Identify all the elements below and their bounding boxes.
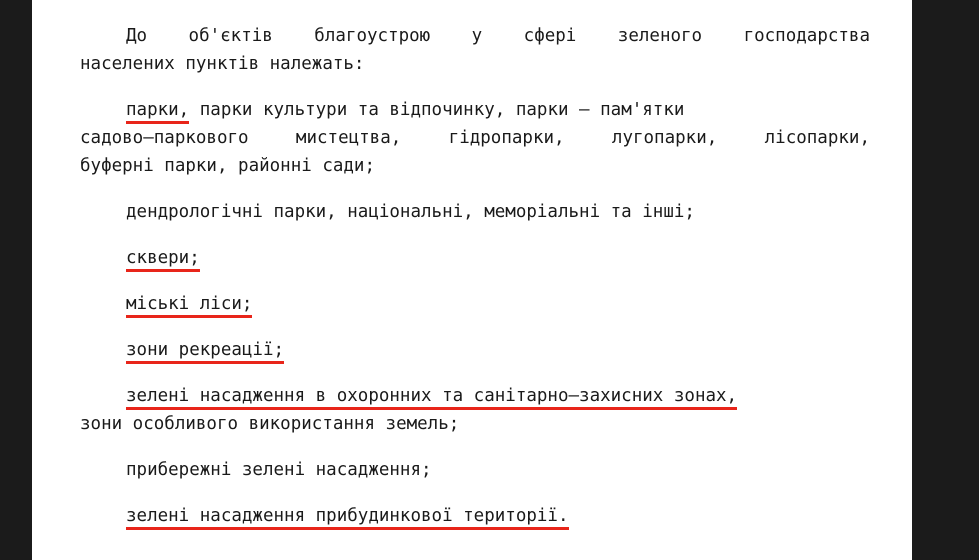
text-line <box>80 96 870 124</box>
text-line <box>80 456 870 484</box>
text-run: населених пунктів належать: <box>80 54 365 74</box>
document-sheet <box>32 0 912 560</box>
highlighted-text: зони рекреації; <box>126 340 285 360</box>
highlighted-text: міські ліси; <box>126 294 253 314</box>
paragraph-misky-lisy <box>80 290 870 318</box>
text-line <box>80 410 870 438</box>
paragraph-prybudynkova <box>80 502 870 530</box>
text-line <box>80 198 870 226</box>
text-line <box>80 50 870 78</box>
paragraph-skvery <box>80 244 870 272</box>
document-body <box>80 22 870 530</box>
text-run: зони особливого використання земель; <box>80 414 460 434</box>
paragraph-intro <box>80 22 870 78</box>
text-line <box>80 152 870 180</box>
text-run: садово—паркового мистецтва, гідропарки, лугопарки, лісопарки, <box>80 128 870 148</box>
text-line <box>80 22 870 50</box>
paragraph-pryberezhni <box>80 456 870 484</box>
text-line <box>80 382 870 410</box>
text-run: До об'єктів благоустрою у сфері зеленого господарства <box>126 26 870 46</box>
text-line <box>80 336 870 364</box>
highlighted-text: зелені насадження в охоронних та санітарно—захисних зонах, <box>126 386 738 406</box>
text-line <box>80 502 870 530</box>
text-line <box>80 290 870 318</box>
text-run: буферні парки, районні сади; <box>80 156 376 176</box>
paragraph-parks <box>80 96 870 180</box>
text-run: парки культури та відпочинку, парки — пам'ятки <box>189 100 685 120</box>
paragraph-zony-rekreatsii <box>80 336 870 364</box>
text-run: прибережні зелені насадження; <box>126 460 432 480</box>
text-line <box>80 244 870 272</box>
highlighted-text: зелені насадження прибудинкової території. <box>126 506 569 526</box>
text-line <box>80 124 870 152</box>
highlighted-text: сквери; <box>126 248 200 268</box>
paragraph-dendro <box>80 198 870 226</box>
text-run: дендрологічні парки, національні, меморіальні та інші; <box>126 202 695 222</box>
highlighted-text: парки, <box>126 100 190 120</box>
paragraph-zeleni-nasadzhennia-ohoronni <box>80 382 870 438</box>
